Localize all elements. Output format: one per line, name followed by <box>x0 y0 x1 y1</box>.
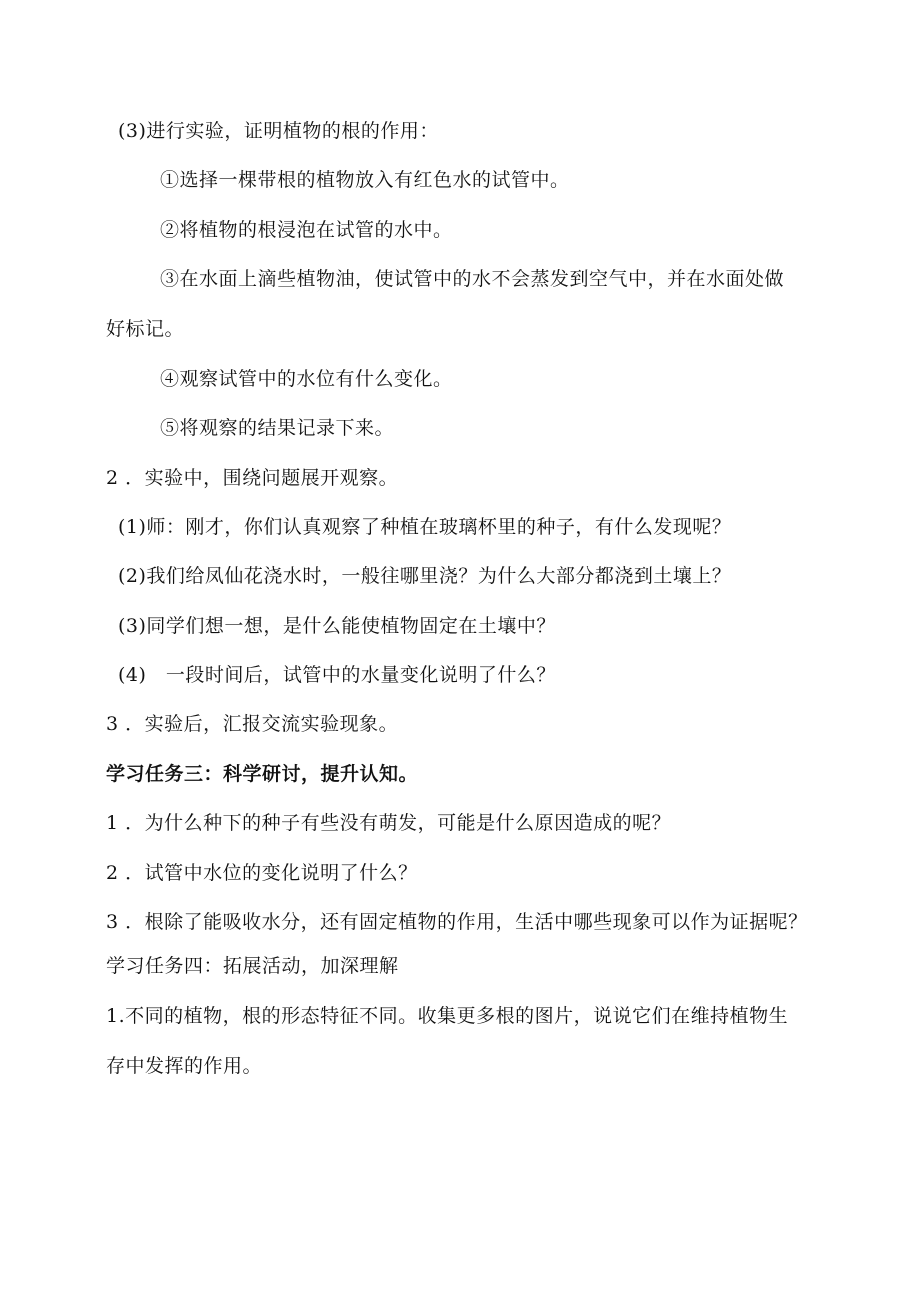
task-4-item-1: 1.不同的植物，根的形态特征不同。收集更多根的图片，说说它们在维持植物生 <box>106 1005 789 1027</box>
task-4-heading: 学习任务四：拓展活动，加深理解 <box>106 955 399 977</box>
experiment-step-3-intro: (3)进行实验，证明植物的根的作用： <box>118 120 439 142</box>
question-1: (1)师：刚才，你们认真观察了种植在玻璃杯里的种子，有什么发现呢？ <box>118 516 732 538</box>
question-4: (4) 一段时间后，试管中的水量变化说明了什么？ <box>118 664 556 686</box>
experiment-substep-3: ③在水面上滴些植物油，使试管中的水不会蒸发到空气中，并在水面处做 <box>160 268 785 290</box>
task-4-item-1-cont: 存中发挥的作用。 <box>106 1055 263 1077</box>
experiment-substep-2: ②将植物的根浸泡在试管的水中。 <box>160 219 453 241</box>
section-3-heading: 3 ．实验后，汇报交流实验现象。 <box>106 713 399 735</box>
task-3-item-3: 3 ．根除了能吸收水分，还有固定植物的作用，生活中哪些现象可以作为证据呢？ <box>106 911 808 933</box>
task-3-item-1: 1 ．为什么种下的种子有些没有萌发，可能是什么原因造成的呢？ <box>106 812 672 834</box>
question-3: (3)同学们想一想，是什么能使植物固定在土壤中？ <box>118 615 556 637</box>
question-2: (2)我们给凤仙花浇水时，一般往哪里浇？为什么大部分都浇到土壤上？ <box>118 565 732 587</box>
experiment-substep-5: ⑤将观察的结果记录下来。 <box>160 417 395 439</box>
section-2-heading: 2 ．实验中，围绕问题展开观察。 <box>106 467 399 489</box>
task-3-item-2: 2 ．试管中水位的变化说明了什么？ <box>106 862 418 884</box>
task-3-heading: 学习任务三：科学研讨，提升认知。 <box>106 763 419 785</box>
experiment-substep-3-cont: 好标记。 <box>106 318 185 340</box>
experiment-substep-4: ④观察试管中的水位有什么变化。 <box>160 368 453 390</box>
experiment-substep-1: ①选择一棵带根的植物放入有红色水的试管中。 <box>160 169 570 191</box>
